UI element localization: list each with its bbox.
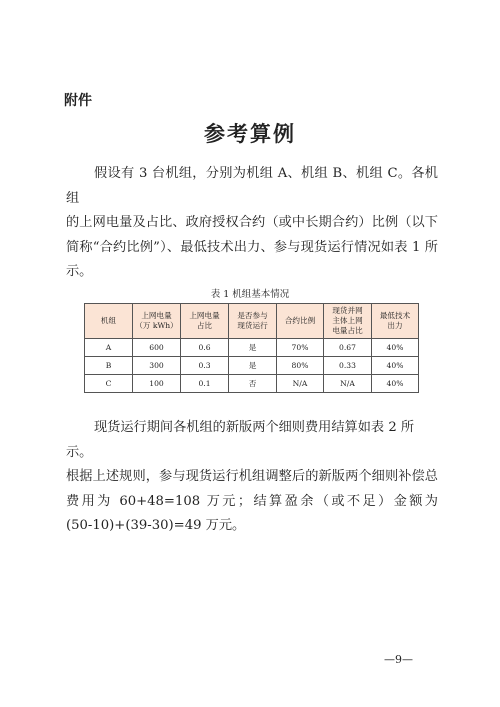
table-cell: B	[85, 357, 133, 375]
table-cell: 0.33	[324, 357, 372, 375]
table-cell: 0.67	[324, 339, 372, 357]
header-cell: 机组	[85, 304, 133, 339]
header-cell: 合约比例	[277, 304, 324, 339]
paragraph-line: 的上网电量及占比、政府授权合约（或中长期合约）比例（以下	[66, 215, 438, 230]
unit-info-table	[84, 303, 419, 393]
page-number: —9—	[384, 653, 413, 666]
paragraph-intro	[66, 162, 438, 285]
table-cell: 80%	[277, 357, 324, 375]
header-cell: 最低技术 出力	[372, 304, 419, 339]
header-cell: 上网电量 （万 kWh）	[133, 304, 181, 339]
table-cell: 40%	[372, 375, 419, 393]
table-cell: 0.1	[181, 375, 229, 393]
table-header-row	[85, 304, 419, 339]
table-cell: 300	[133, 357, 181, 375]
table-cell: 100	[133, 375, 181, 393]
table-cell: 0.3	[181, 357, 229, 375]
table-cell: 0.6	[181, 339, 229, 357]
paragraph-settlement	[66, 416, 438, 539]
table-row	[85, 375, 419, 393]
paragraph-line: 简称“合约比例”）、最低技术出力、参与现货运行情况如表 1 所	[66, 239, 438, 255]
table-cell: 是	[229, 357, 277, 375]
header-cell: 是否参与 现货运行	[229, 304, 277, 339]
attachment-label: 附件	[64, 93, 92, 109]
table-cell: 70%	[277, 339, 324, 357]
table-cell: A	[85, 339, 133, 357]
table-cell: 40%	[372, 339, 419, 357]
table-cell: 否	[229, 375, 277, 393]
paragraph-line: 费用为 60+48=108 万元；结算盈余（或不足）金额为	[66, 493, 438, 509]
table-row	[85, 357, 419, 375]
paragraph-line: (50-10)+(39-30)=49 万元。	[66, 518, 246, 533]
table-cell: N/A	[277, 375, 324, 393]
paragraph-line: 假设有 3 台机组，分别为机组 A、机组 B、机组 C。各机组	[66, 166, 438, 206]
header-cell: 现货并网 主体上网 电量占比	[324, 304, 372, 339]
paragraph-line: 根据上述规则，参与现货运行机组调整后的新版两个细则补偿总	[66, 469, 438, 484]
table-cell: C	[85, 375, 133, 393]
table-caption: 表 1 机组基本情况	[210, 289, 290, 300]
table-cell: 600	[133, 339, 181, 357]
paragraph-line: 现货运行期间各机组的新版两个细则费用结算如表 2 所示。	[66, 420, 415, 460]
table-row	[85, 339, 419, 357]
table-cell: 40%	[372, 357, 419, 375]
table-cell: N/A	[324, 375, 372, 393]
table-cell: 是	[229, 339, 277, 357]
header-cell: 上网电量 占比	[181, 304, 229, 339]
paragraph-line: 示。	[66, 264, 93, 279]
page-title: 参考算例	[204, 121, 296, 146]
